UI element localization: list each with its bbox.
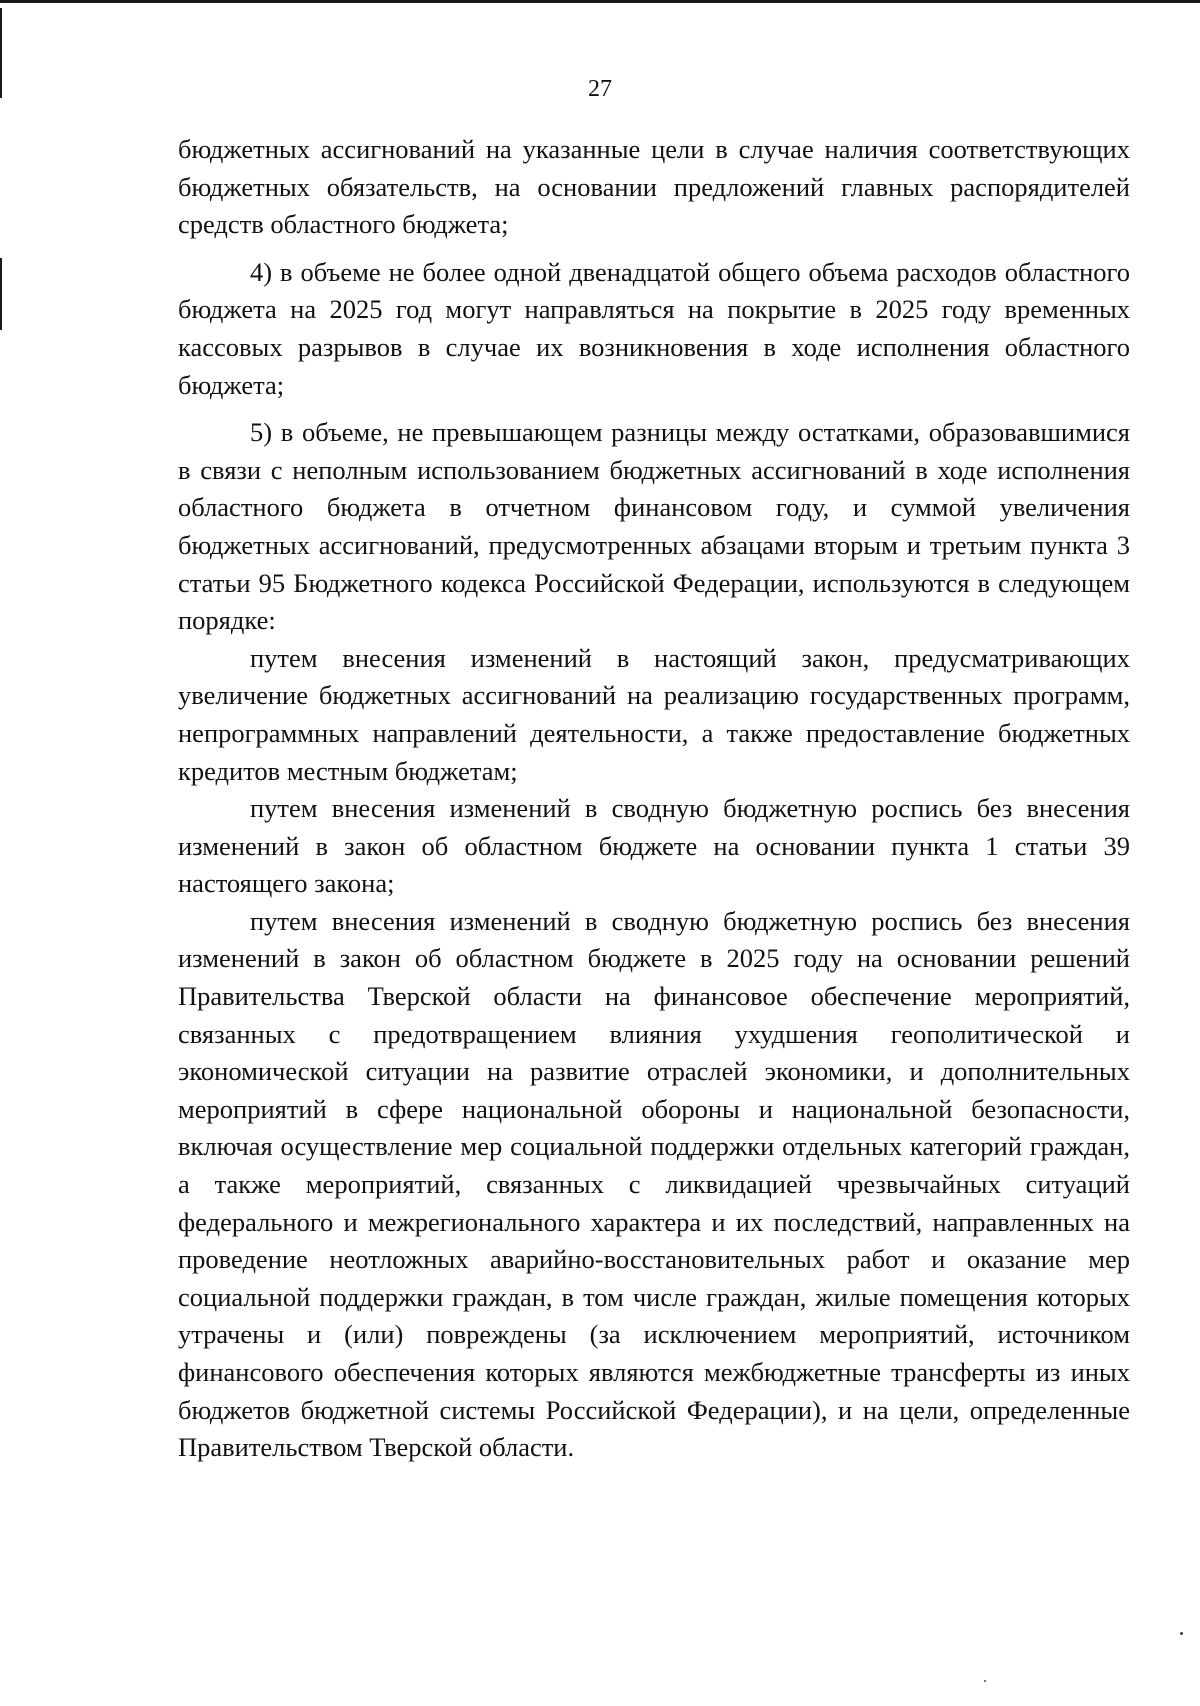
paragraph-method-3: путем внесения изменений в сводную бюджетную роспись без внесения изменений в закон об областном бюджете в 2025 году на основании решений Правительства Тверской области на финансовое обеспечение мероприятий, связанных с предотвращением влияния ухудшения геополитической и экономической ситуации на развитие отраслей экономики, и дополнительных мероприятий в сфере национальной обороны и национальной безопасности, включая осуществление мер социальной поддержки отдельных категорий граждан, а также мероприятий, связанных с ликвидацией чрезвычайных ситуаций федерального и межрегионального характера и их последствий, направленных на проведение неотложных аварийно-восстановительных работ и оказание мер социальной поддержки граждан, в том числе граждан, жилые помещения которых утрачены и (или) повреждены (за исключением мероприятий, источником финансового обеспечения которых являются межбюджетные трансферты из иных бюджетов бюджетной системы Российской Федерации), и на цели, определенные Правительством Тверской области.	[178, 905, 1130, 1463]
page-number: 27	[588, 76, 612, 102]
paragraph-item-4: 4) в объеме не более одной двенадцатой общего объема расходов областного бюджета на 2025 год могут направляться на покрытие в 2025 году временных кассовых разрывов в случае их возникновения в ходе исполнения областного бюджета;	[178, 256, 1130, 400]
scan-speck	[1180, 1632, 1183, 1635]
scan-speck	[984, 1680, 986, 1682]
paragraph-continuation: бюджетных ассигнований на указанные цели в случае наличия соответствующих бюджетных обязательств, на основании предложений главных распорядителей средств областного бюджета;	[178, 134, 1130, 240]
scan-left-edge-mark	[0, 258, 2, 330]
paragraph-method-2: путем внесения изменений в сводную бюджетную роспись без внесения изменений в закон об областном бюджете на основании пункта 1 статьи 39 настоящего закона;	[178, 793, 1130, 899]
document-body	[178, 131, 1130, 1467]
paragraph-item-5: 5) в объеме, не превышающем разницы между остатками, образовавшимися в связи с неполным использованием бюджетных ассигнований в ходе исполнения областного бюджета в отчетном финансовом году, и суммой увеличения бюджетных ассигнований, предусмотренных абзацами вторым и третьим пункта 3 статьи 95 Бюджетного кодекса Российской Федерации, используются в следующем порядке:	[178, 417, 1130, 636]
scan-top-edge	[0, 0, 1200, 3]
paragraph-method-1: путем внесения изменений в настоящий закон, предусматривающих увеличение бюджетных ассигнований на реализацию государственных программ, непрограммных направлений деятельности, а также предоставление бюджетных кредитов местным бюджетам;	[178, 642, 1130, 786]
